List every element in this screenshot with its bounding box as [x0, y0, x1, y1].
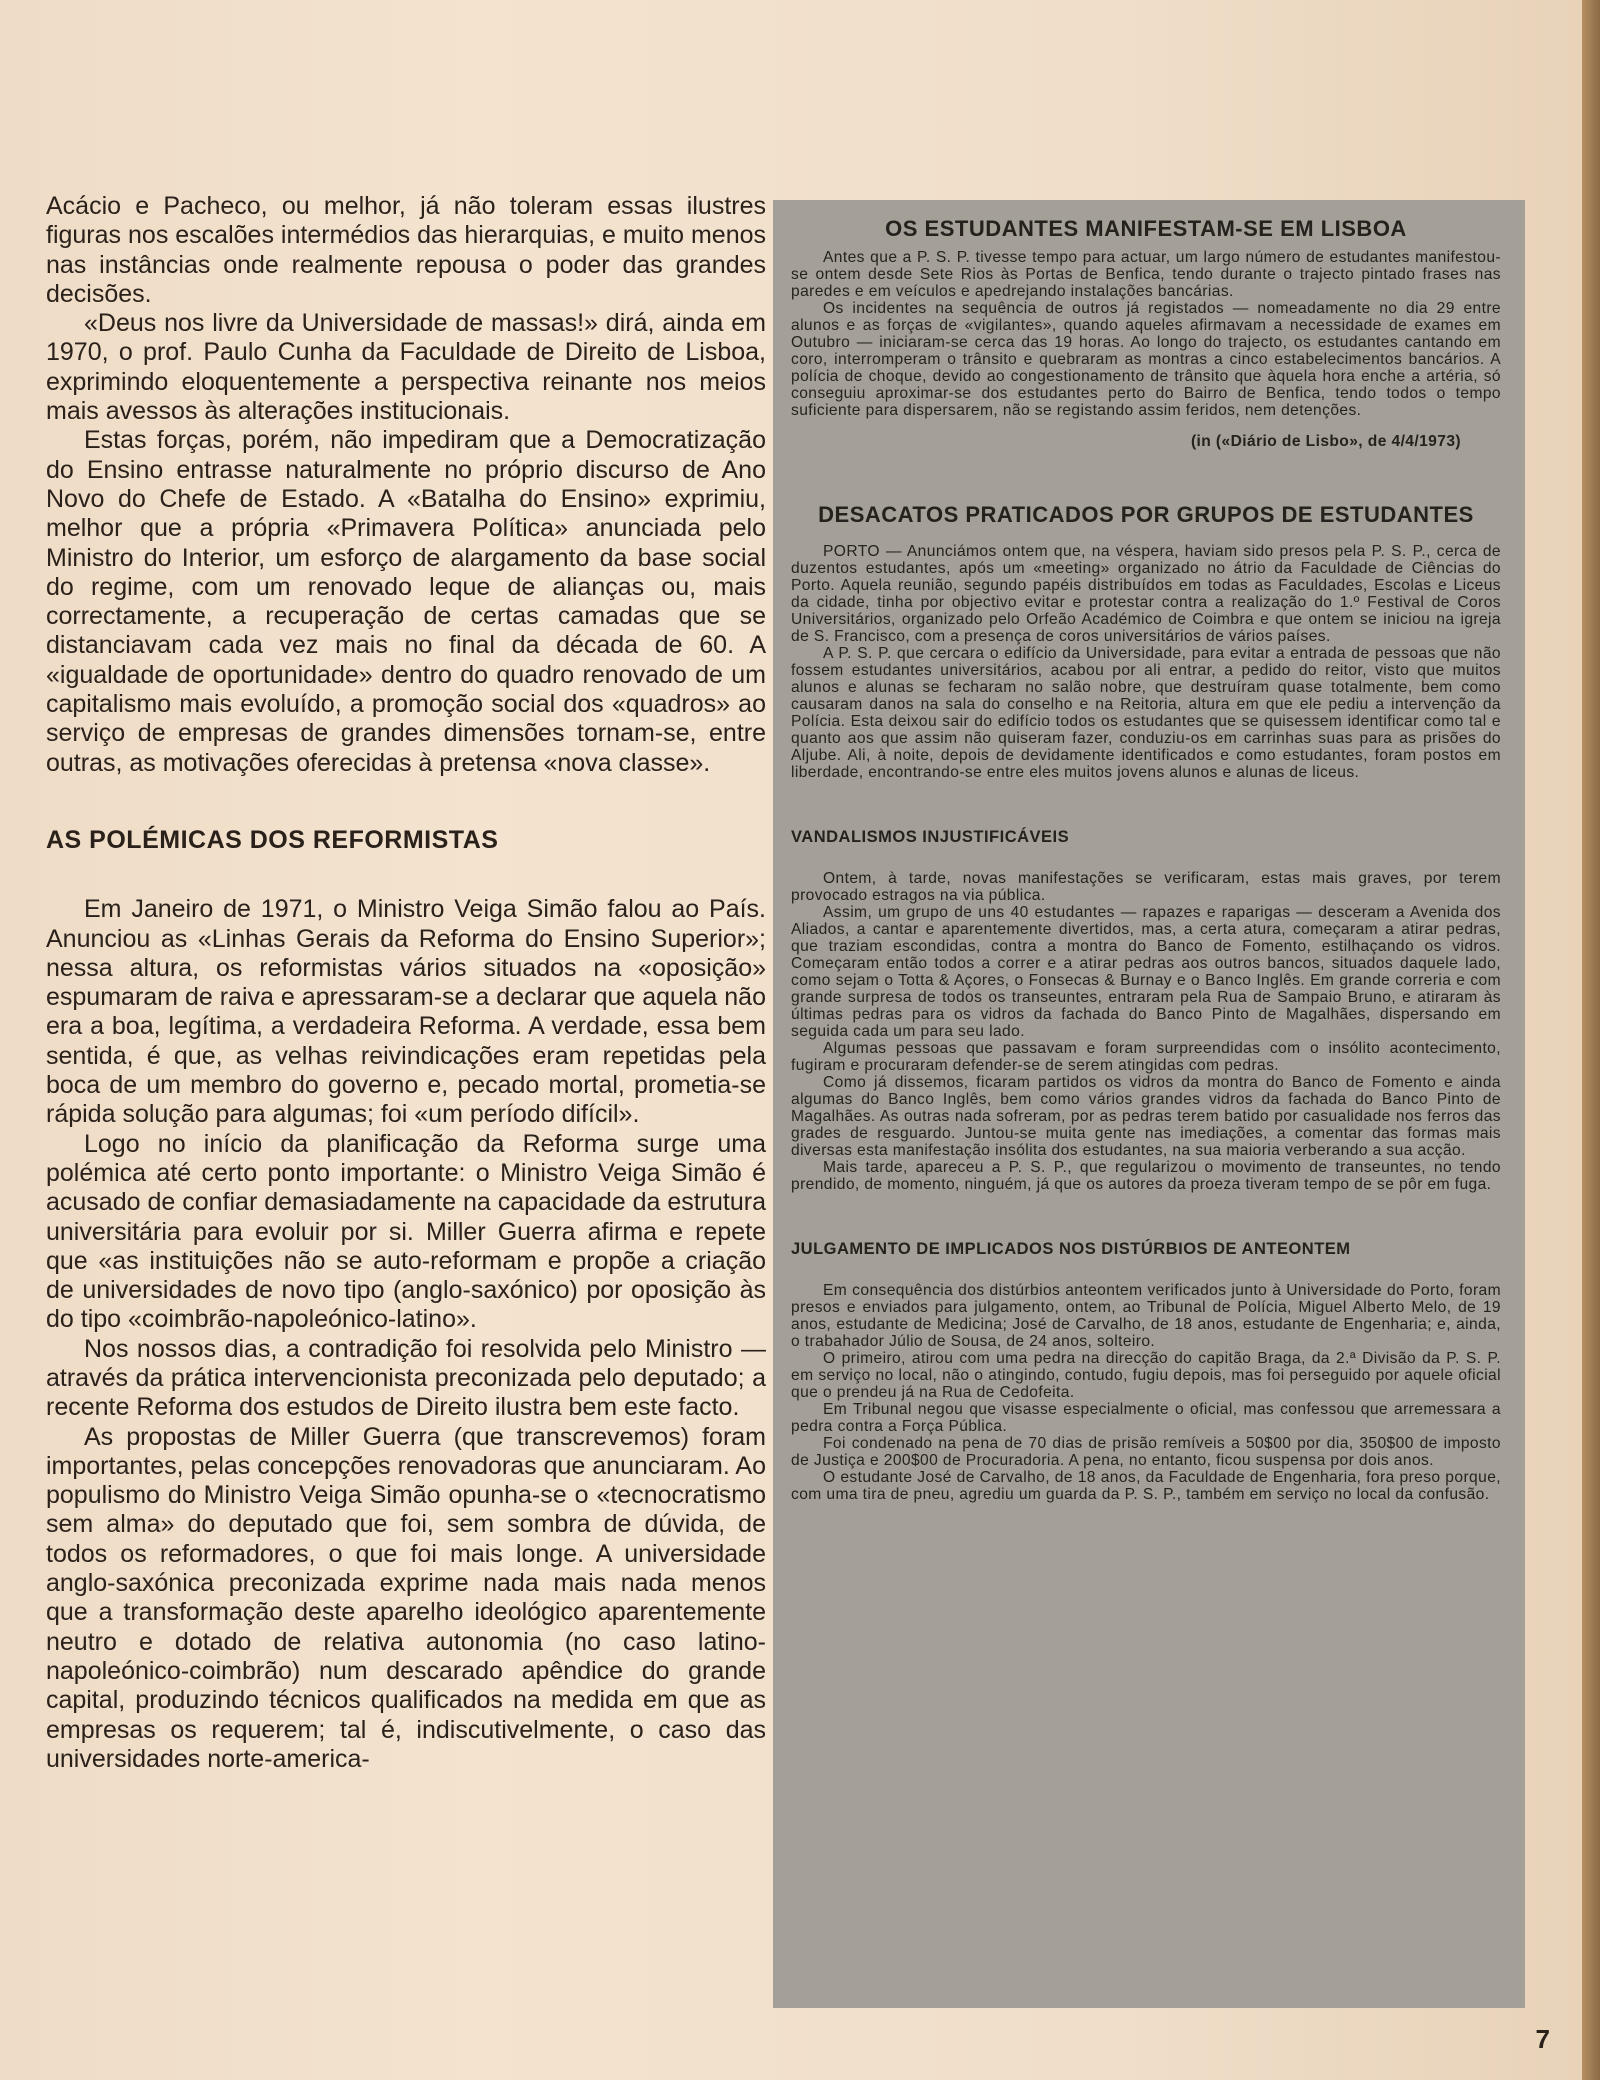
page-number: 7: [1535, 2024, 1550, 2054]
clipping-paragraph: Em consequência dos distúrbios anteontem verificados junto à Universidade do Porto, foram presos e enviados para julgamento, ontem, ao Tribunal de Polícia, Miguel Alberto Melo, de 19 anos, estudante de Medicina; José de Carvalho, de 18 anos, estudante de Engenharia; e, ainda, o trabahador Júlio de Sousa, de 24 anos, solteiro.: [791, 1282, 1501, 1350]
clipping-title: VANDALISMOS INJUSTIFICÁVEIS: [791, 828, 1070, 846]
clipping-paragraph: Como já dissemos, ficaram partidos os vidros da montra do Banco de Fomento e ainda algumas do Banco Inglês, bem como vários grandes vidros da fachada do Banco Pinto de Magalhães. As outras nada sofreram, por as pedras terem batido por casualidade nos ferros das grades de resguardo. Juntou-se muita gente nas imediações, a comentar das formas mais diversas esta manifestação insólita dos estudantes, na sua maioria verberando a sua acção.: [791, 1074, 1501, 1159]
clipping-paragraph: Mais tarde, apareceu a P. S. P., que regularizou o movimento de transeuntes, no tendo prendido, de momento, ninguém, já que os autores da proeza tiveram tempo de se pôr em fuga.: [791, 1159, 1501, 1193]
clipping-paragraph: PORTO — Anunciámos ontem que, na véspera, haviam sido presos pela P. S. P., cerca de duzentos estudantes, após um «meeting» organizado no átrio da Faculdade de Ciências do Porto. Aquela reunião, segundo papéis distribuídos em todas as Faculdades, Escolas e Liceus da cidade, tinha por objectivo evitar e protestar contra a realização do 1.º Festival de Coros Universitários, organizado pelo Orfeão Académico de Coimbra e que ontem se iniciou na igreja de S. Francisco, com a presença de coros universitários de vários países.: [791, 543, 1501, 645]
clipping-paragraph: Assim, um grupo de uns 40 estudantes — rapazes e raparigas — desceram a Avenida dos Aliados, a cantar e aparentemente divertidos, mas, a certa atura, começaram a atirar pedras, que traziam escondidas, contra a montra do Banco de Fomento, estilhaçando os vidros. Começaram então todos a correr e a atirar pedras aos outros bancos, situados daquele lado, como sejam o Totta & Açores, o Fonsecas & Burnay e o Banco Inglês. Em grande correria e com grande surpresa de todos os transeuntes, entraram pela Rua de Sampaio Bruno, e atiraram às últimas pedras para os vidros da fachada do Banco Pinto de Magalhães, dispersando em seguida cada um para seu lado.: [791, 904, 1501, 1040]
clipping-title: DESACATOS PRATICADOS POR GRUPOS DE ESTUDANTES: [818, 502, 1474, 527]
clipping-paragraph: Em Tribunal negou que visasse especialmente o oficial, mas confessou que arremessara a pedra contra a Força Pública.: [791, 1401, 1501, 1435]
paragraph: Logo no início da planificação da Reforma surge uma polémica até certo ponto importante: o Ministro Veiga Simão é acusado de confiar demasiadamente na capacidade da estrutura universitária para evoluir por si. Miller Guerra afirma e repete que «as instituições não se auto-reformam e propõe a criação de universidades de novo tipo (anglo-saxónico) por oposição às do tipo «coimbrão-napoleónico-latino».: [46, 1129, 766, 1334]
paragraph: Em Janeiro de 1971, o Ministro Veiga Simão falou ao País. Anunciou as «Linhas Gerais da Reforma do Ensino Superior»; nessa altura, os reformistas vários situados na «oposição» espumaram de raiva e apressaram-se a declarar que aquela não era a boa, legítima, a verdadeira Reforma. A verdade, essa bem sentida, é que, as velhas reivindicações eram repetidas pela boca de um membro do governo e, pecado mortal, prometia-se rápida solução para algumas; foi «um período difícil».: [46, 895, 766, 1129]
main-article-column: [46, 192, 766, 1774]
clipping-paragraph: O estudante José de Carvalho, de 18 anos, da Faculdade de Engenharia, fora preso porque, com uma tira de pneu, agrediu um guarda da P. S. P., também em serviço no local da confusão.: [791, 1469, 1501, 1503]
clipping-paragraph: Ontem, à tarde, novas manifestações se verificaram, estas mais graves, por terem provocado estragos na via pública.: [791, 870, 1501, 904]
clipping-title: JULGAMENTO DE IMPLICADOS NOS DISTÚRBIOS DE ANTEONTEM: [791, 1240, 1351, 1258]
paragraph: Acácio e Pacheco, ou melhor, já não toleram essas ilustres figuras nos escalões intermédios das hierarquias, e muito menos nas instâncias onde realmente repousa o poder das grandes decisões.: [46, 192, 766, 308]
page-edge: [1582, 0, 1600, 2080]
clipping-paragraph: Os incidentes na sequência de outros já registados — nomeadamente no dia 29 entre alunos e as forças de «vigilantes», quando aqueles afirmavam a necessidade de exames em Outubro — iniciaram-se cerca das 19 horas. Ao longo do trajecto, os estudantes cantando em coro, interromperam o trânsito e quebraram as montras a cinco estabelecimentos bancários. A polícia de choque, devido ao congestionamento de trânsito que àquela hora enche a artéria, só conseguiu aproximar-se dos estudantes perto do Bairro de Benfica, tendo todos o tempo suficiente para dispersarem, não se registando assim feridos, nem detenções.: [791, 300, 1501, 419]
clipping-paragraph: Foi condenado na pena de 70 dias de prisão remíveis a 50$00 por dia, 350$00 de imposto de Justiça e 200$00 de Procuradoria. A pena, no entanto, ficou suspensa por dois anos.: [791, 1435, 1501, 1469]
paragraph: «Deus nos livre da Universidade de massas!» dirá, ainda em 1970, o prof. Paulo Cunha da Faculdade de Direito de Lisboa, exprimindo eloquentemente a perspectiva reinante nos meios mais avessos às alterações institucionais.: [46, 309, 766, 426]
paragraph: As propostas de Miller Guerra (que transcrevemos) foram importantes, pelas concepções renovadoras que anunciaram. Ao populismo do Ministro Veiga Simão opunha-se o «tecnocratismo sem alma» do deputado que foi, sem sombra de dúvida, de todos os reformadores, o que foi mais longe. A universidade anglo-saxónica preconizada exprime nada mais nada menos que a transformação deste aparelho ideológico aparentemente neutro e dotado de relativa autonomia (no caso latino-napoleónico-coimbrão) num descarado apêndice do grande capital, produzindo técnicos qualificados na medida em que as empresas os requerem; tal é, indiscutivelmente, o caso das universidades norte-america-: [46, 1422, 766, 1773]
clipping-paragraph: O primeiro, atirou com uma pedra na direcção do capitão Braga, da 2.ª Divisão da P. S. P. em serviço no local, não o atingindo, contudo, fugiu depois, mas foi perseguido por aquele oficial que o prendeu já na Rua de Cedofeita.: [791, 1350, 1501, 1401]
section-heading: AS POLÉMICAS DOS REFORMISTAS: [46, 825, 499, 854]
clipping-title: OS ESTUDANTES MANIFESTAM-SE EM LISBOA: [885, 216, 1407, 241]
news-clippings-sidebar: [773, 200, 1525, 2008]
paragraph: Nos nossos dias, a contradição foi resolvida pelo Ministro — através da prática intervencionista preconizada pelo deputado; a recente Reforma dos estudos de Direito ilustra bem este facto.: [46, 1334, 766, 1422]
clipping-paragraph: Algumas pessoas que passavam e foram surpreendidas com o insólito acontecimento, fugiram e procuraram defender-se de serem atingidas com pedras.: [791, 1040, 1501, 1074]
clipping-paragraph: Antes que a P. S. P. tivesse tempo para actuar, um largo número de estudantes manifestou-se ontem desde Sete Rios às Portas de Benfica, tendo durante o trajecto pintado frases nas paredes e em veículos e apedrejando instalações bancárias.: [791, 249, 1501, 300]
clipping-paragraph: A P. S. P. que cercara o edifício da Universidade, para evitar a entrada de pessoas que não fossem estudantes universitários, acabou por ali entrar, a pedido do reitor, visto que muitos alunos e alunas se fecharam no salão nobre, que destruíram quase totalmente, bem como causaram danos na sala do conselho e na Reitoria, altura em que ele pediu a intervenção da Polícia. Esta deixou sair do edifício todos os estudantes que se quisessem identificar como tal e quanto aos que assim não quiseram fazer, conduziu-os em carrinhas suas para as prisões do Aljube. Ali, à noite, depois de devidamente identificados e como estudantes, foram postos em liberdade, encontrando-se entre eles muitos jovens alunos e alunas de liceus.: [791, 645, 1501, 781]
paragraph: Estas forças, porém, não impediram que a Democratização do Ensino entrasse naturalmente no próprio discurso de Ano Novo do Chefe de Estado. A «Batalha do Ensino» exprimiu, melhor que a própria «Primavera Política» anunciada pelo Ministro do Interior, um esforço de alargamento da base social do regime, com um renovado leque de alianças ou, mais correctamente, a recuperação de certas camadas que se distanciavam cada vez mais no final da década de 60. A «igualdade de oportunidade» dentro do quadro renovado de um capitalismo mais evoluído, a promoção social dos «quadros» ao serviço de empresas de grandes dimensões tornam-se, entre outras, as motivações oferecidas à pretensa «nova classe».: [46, 426, 766, 777]
clipping-source: (in («Diário de Lisbo», de 4/4/1973): [1190, 433, 1461, 450]
